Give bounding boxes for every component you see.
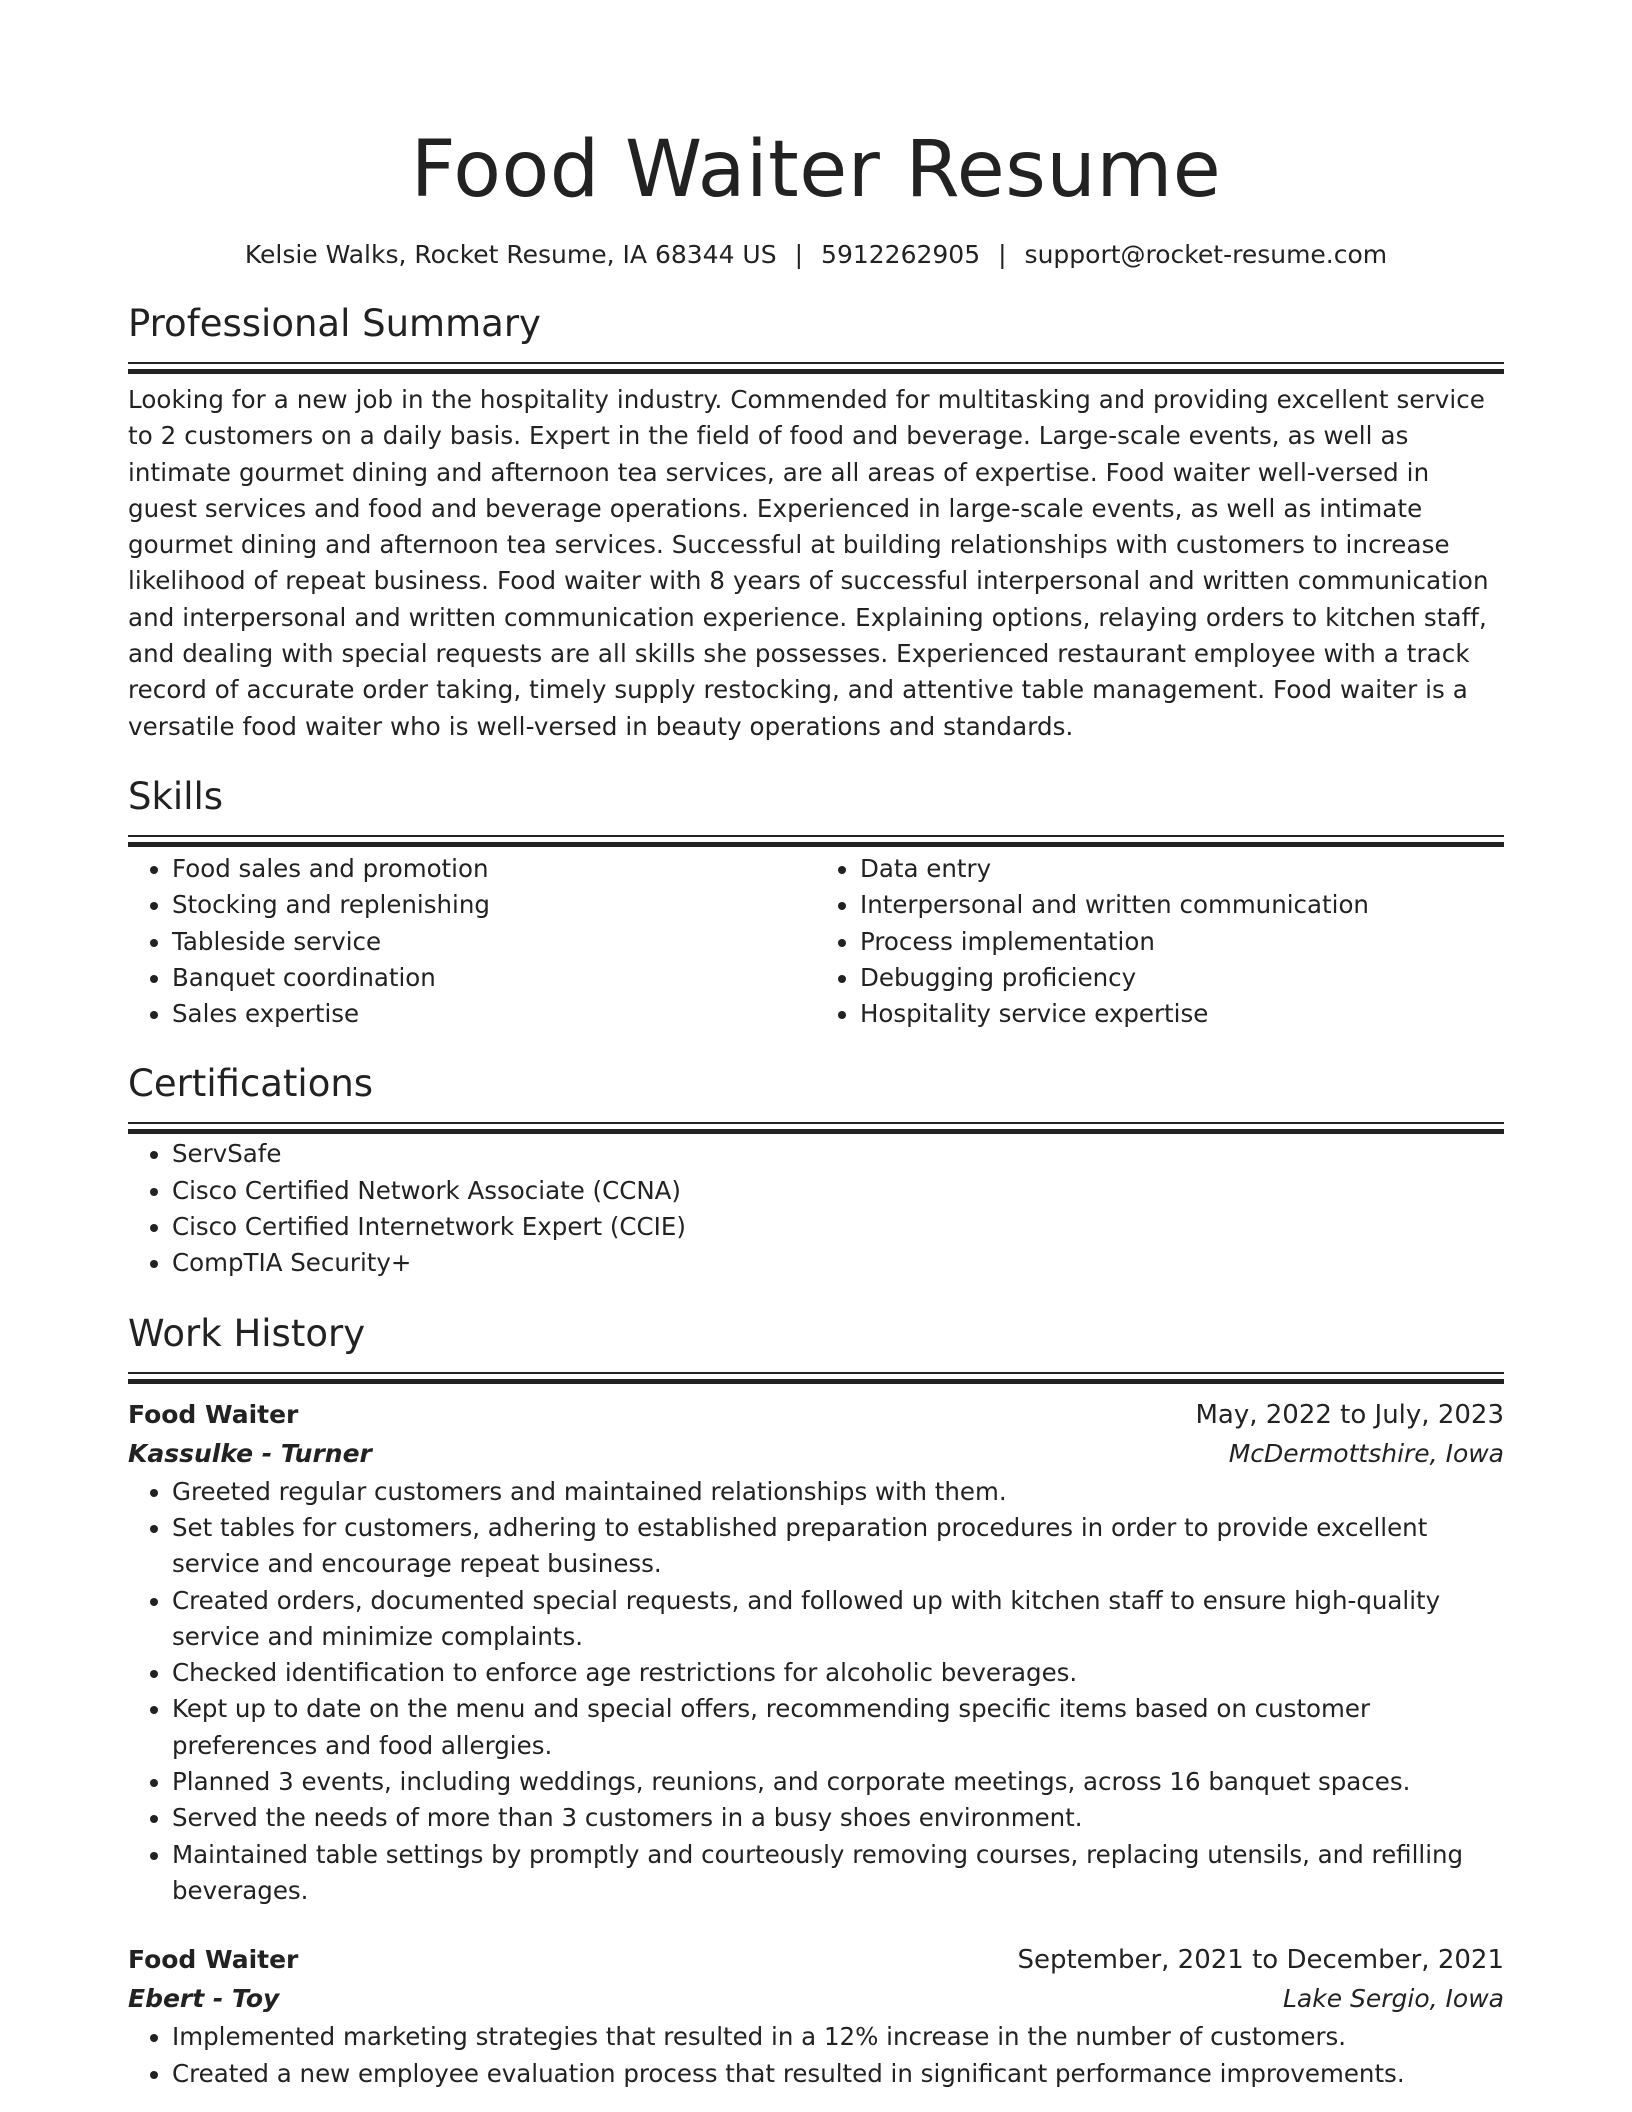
certifications-list <box>128 1136 1504 1281</box>
skill-item: • Data entry <box>860 851 1504 887</box>
skill-item: • Hospitality service expertise <box>860 996 1504 1032</box>
job-location: McDermottshire, Iowa <box>1228 1438 1504 1468</box>
skill-item: • Tableside service <box>172 924 816 960</box>
certifications-section-header <box>128 1060 1504 1136</box>
section-divider <box>128 1122 1504 1136</box>
skill-item: • Interpersonal and written communication <box>860 887 1504 923</box>
job-company-row <box>128 1434 1504 1474</box>
job-duty-item: • Created orders, documented special requests, and followed up with kitchen staff to ensure high-quality service and minimize complaints. <box>172 1583 1504 1656</box>
skill-item: • Banquet coordination <box>172 960 816 996</box>
skill-item: • Debugging proficiency <box>860 960 1504 996</box>
job-duty-item: • Served the needs of more than 3 customers in a busy shoes environment. <box>172 1800 1504 1836</box>
certification-item: • Cisco Certified Internetwork Expert (CCIE) <box>172 1209 1504 1245</box>
job-duty-item: • Created a new employee evaluation process that resulted in significant performance improvements. <box>172 2056 1504 2092</box>
section-divider <box>128 835 1504 849</box>
job-duty-item: • Planned 3 events, including weddings, reunions, and corporate meetings, across 16 banquet spaces. <box>172 1764 1504 1800</box>
job-title: Food Waiter <box>128 1399 299 1429</box>
job-duty-item: • Maintained table settings by promptly and courteously removing courses, replacing utensils, and refilling beverages. <box>172 1837 1504 1910</box>
summary-section-header <box>128 300 1504 376</box>
job-duties-list <box>128 2019 1504 2092</box>
job-entry <box>128 1941 1504 2092</box>
contact-separator: | <box>794 240 804 269</box>
job-company-row <box>128 1979 1504 2019</box>
work-history-heading: Work History <box>128 1311 366 1355</box>
job-header-row <box>128 1396 1504 1434</box>
job-company: Ebert - Toy <box>128 1984 280 2014</box>
job-header-row <box>128 1941 1504 1979</box>
job-duties-list <box>128 1474 1504 1910</box>
skill-item: • Sales expertise <box>172 996 816 1032</box>
summary-text: Looking for a new job in the hospitality industry. Commended for multitasking and providing excellent service to 2 customers on a daily basis. Expert in the field of food and beverage. Large-scale events, as well as intimate gourmet dining and afternoon tea services, are all areas of expertise. Food waiter well-versed in guest services and food and beverage operations. Experienced in large-scale events, as well as intimate gourmet dining and afternoon tea services. Successful at building relationships with customers to increase likelihood of repeat business. Food waiter with 8 years of successful interpersonal and written communication and interpersonal and written communication experience. Explaining options, relaying orders to kitchen staff, and dealing with special requests are all skills she possesses. Experienced restaurant employee with a track record of accurate order taking, timely supply restocking, and attentive table management. Food waiter is a versatile food waiter who is well-versed in beauty operations and standards. <box>128 385 1489 741</box>
certification-item: • Cisco Certified Network Associate (CCNA) <box>172 1173 1504 1209</box>
job-duty-item: • Set tables for customers, adhering to established preparation procedures in order to provide excellent service and encourage repeat business. <box>172 1510 1504 1583</box>
skill-item: • Food sales and promotion <box>172 851 816 887</box>
summary-heading: Professional Summary <box>128 302 541 345</box>
skill-item: • Process implementation <box>860 924 1504 960</box>
contact-phone: 5912262905 <box>821 240 981 269</box>
certifications-heading: Certifications <box>128 1062 374 1106</box>
skills-grid <box>128 851 1504 1032</box>
work-history-section-header <box>128 1310 1504 1386</box>
section-divider <box>128 1372 1504 1386</box>
section-divider <box>128 362 1504 376</box>
job-company: Kassulke - Turner <box>128 1438 372 1468</box>
job-duty-item: • Checked identification to enforce age restrictions for alcoholic beverages. <box>172 1655 1504 1691</box>
job-duty-item: • Greeted regular customers and maintained relationships with them. <box>172 1474 1504 1510</box>
skills-heading: Skills <box>128 774 224 818</box>
skills-column-left <box>128 851 816 1032</box>
resume-title: Food Waiter Resume <box>410 125 1222 215</box>
contact-email[interactable]: support@rocket-resume.com <box>1024 240 1388 269</box>
job-dates: September, 2021 to December, 2021 <box>1017 1945 1504 1976</box>
job-entry <box>128 1396 1504 1910</box>
job-location: Lake Sergio, Iowa <box>1282 1984 1504 2014</box>
skills-column-right <box>816 851 1504 1032</box>
job-title: Food Waiter <box>128 1945 299 1975</box>
skill-item: • Stocking and replenishing <box>172 887 816 923</box>
job-duty-item: • Implemented marketing strategies that resulted in a 12% increase in the number of customers. <box>172 2019 1504 2055</box>
job-dates: May, 2022 to July, 2023 <box>1195 1399 1504 1430</box>
skills-list-right <box>816 851 1504 1032</box>
contact-address: Kelsie Walks, Rocket Resume, IA 68344 US <box>244 240 777 269</box>
skills-list-left <box>128 851 816 1032</box>
resume-page <box>128 0 1504 2092</box>
contact-line <box>128 238 1504 272</box>
certification-item: • CompTIA Security+ <box>172 1245 1504 1281</box>
job-duty-item: • Kept up to date on the menu and special offers, recommending specific items based on customer preferences and food allergies. <box>172 1691 1504 1764</box>
contact-separator: | <box>998 240 1007 269</box>
skills-section-header <box>128 773 1504 849</box>
certification-item: • ServSafe <box>172 1136 1504 1172</box>
